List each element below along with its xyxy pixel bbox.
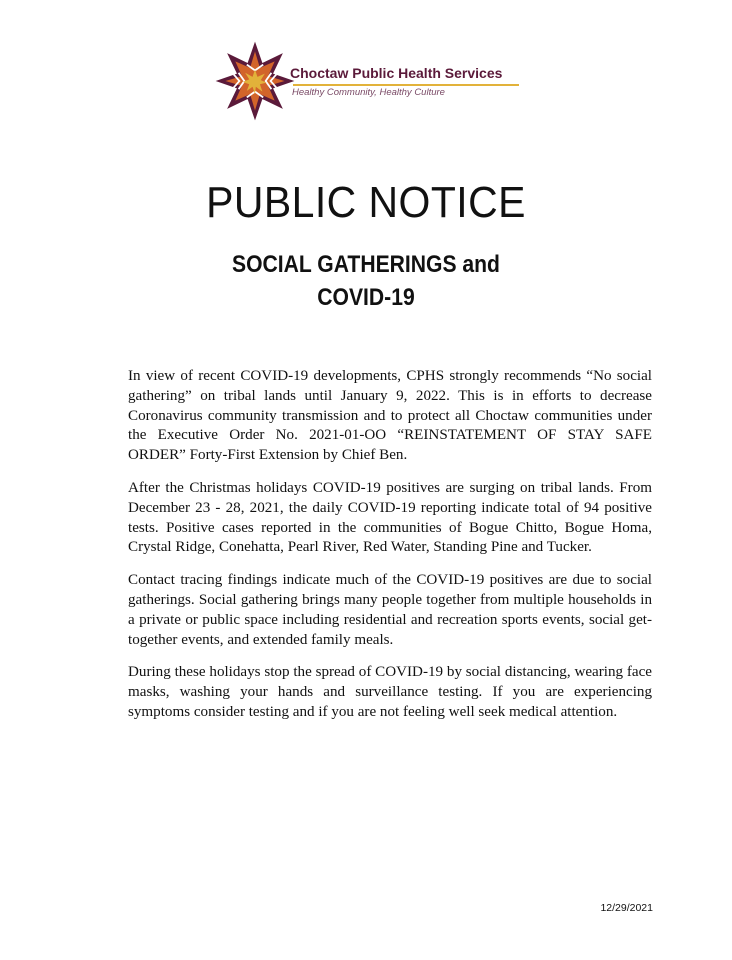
notice-body <box>128 367 652 736</box>
notice-date: 12/29/2021 <box>600 902 653 914</box>
subtitle-line-1: SOCIAL GATHERINGS and <box>232 251 500 278</box>
org-tagline: Healthy Community, Healthy Culture <box>292 87 445 98</box>
choctaw-star-logo-icon <box>214 40 296 122</box>
paragraph-2: After the Christmas holidays COVID-19 positives are surging on tribal lands. From December 23 - 28, 2021, the daily COVID-19 reporting indicate total of 94 positive tests. Positive cases reported in the communities of Bogue Chitto, Bogue Homa, Crystal Ridge, Conehatta, Pearl River, Red Water, Standing Pine and Tucker. <box>128 479 652 556</box>
letterhead <box>214 40 534 124</box>
paragraph-3: Contact tracing findings indicate much of the COVID-19 positives are due to social gatherings. Social gathering brings many people together from multiple households in a private or public space including residential and recreation sports events, social get-together events, and extended family meals. <box>128 572 652 648</box>
org-name: Choctaw Public Health Services <box>290 65 503 81</box>
paragraph-4: During these holidays stop the spread of COVID-19 by social distancing, wearing face masks, washing your hands and surveillance testing. If you are experiencing symptoms consider testing and if you are not feeling well seek medical attention. <box>128 664 652 720</box>
page-title: PUBLIC NOTICE <box>206 178 526 227</box>
subtitle-line-2: COVID-19 <box>317 284 415 311</box>
org-divider <box>293 84 519 86</box>
page-subtitle <box>44 248 688 314</box>
paragraph-1: In view of recent COVID-19 developments, CPHS strongly recommends “No social gathering” on tribal lands until January 9, 2022. This is in efforts to decrease Coronavirus community transmission and to protect all Choctaw communities under the Executive Order No. 2021-01-OO “REINSTATEMENT OF STAY SAFE ORDER” Forty-First Extension by Chief Ben. <box>128 368 652 464</box>
